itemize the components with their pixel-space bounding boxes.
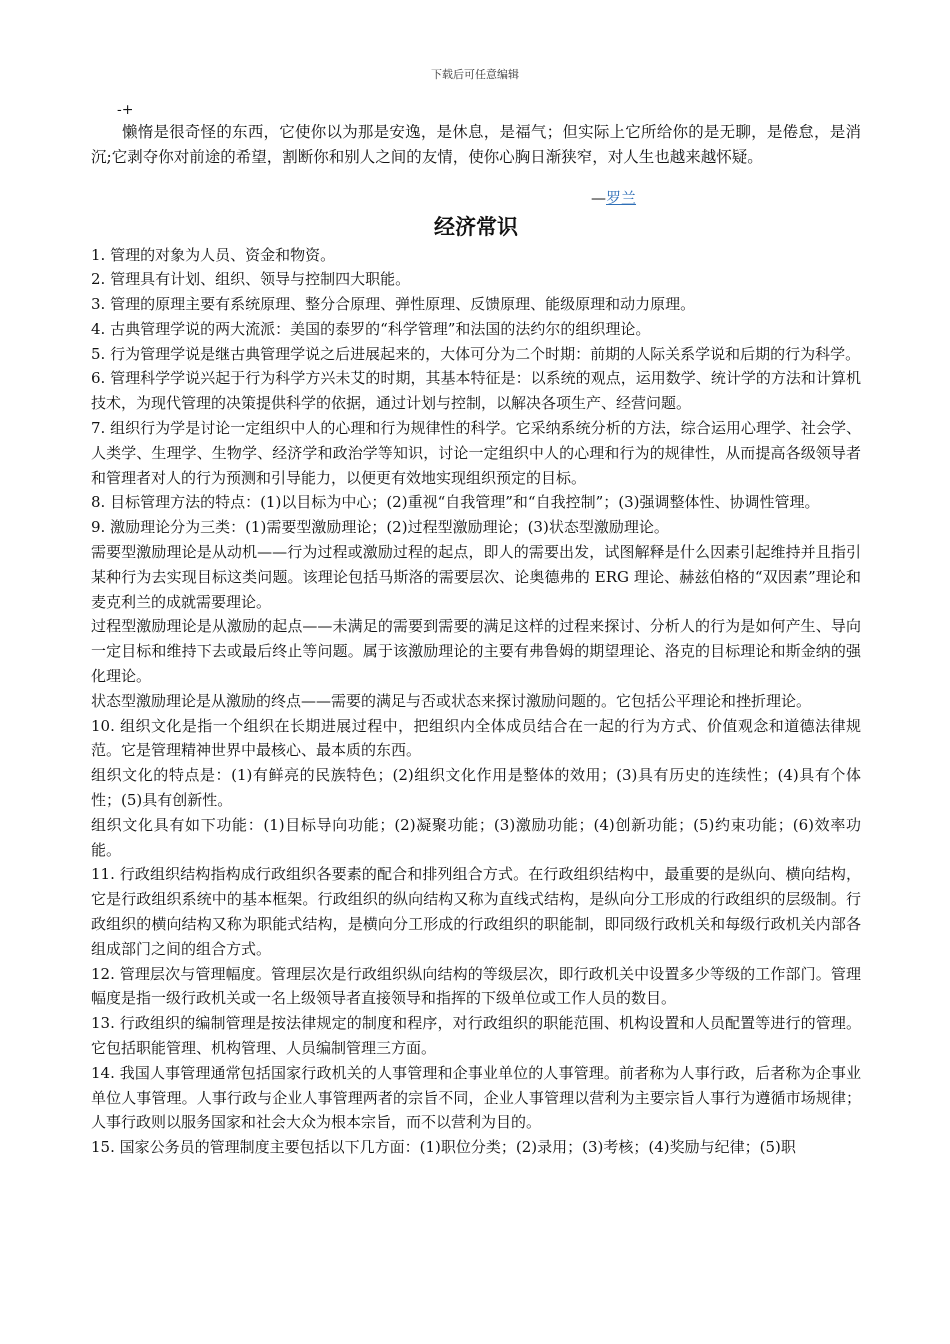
paragraph: 组织文化具有如下功能：(1)目标导向功能；(2)凝聚功能；(3)激励功能；(4)创新功能；(5)约束功能；(6)效率功能。 <box>91 815 861 859</box>
epigraph-quote: 懒惰是很奇怪的东西，它使你以为那是安逸，是休息，是福气；但实际上它所给你的是无聊，是倦怠，是消沉;它剥夺你对前途的希望，割断你和别人之间的友情，使你心胸日渐狭窄，对人生也越来越怀疑。 <box>91 123 861 166</box>
paragraph: 6. 管理科学学说兴起于行为科学方兴未艾的时期，其基本特征是：以系统的观点，运用数学、统计学的方法和计算机技术，为现代管理的决策提供科学的依据，通过计划与控制，以解决各项生产、经营问题。 <box>91 369 861 413</box>
epigraph-attribution <box>91 186 861 210</box>
attribution-dash: — <box>591 188 606 207</box>
paragraph: 5. 行为管理学说是继古典管理学说之后进展起来的，大体可分为二个时期：前期的人际关系学说和后期的行为科学。 <box>91 344 861 363</box>
paragraph: 4. 古典管理学说的两大流派：美国的泰罗的“科学管理”和法国的法约尔的组织理论。 <box>91 319 651 338</box>
paragraph: 12. 管理层次与管理幅度。管理层次是行政组织纵向结构的等级层次，即行政机关中设置多少等级的工作部门。管理幅度是指一级行政机关或一名上级领导者直接领导和指挥的下级单位或工作人员的数目。 <box>91 964 861 1008</box>
paragraph: 需要型激励理论是从动机——行为过程或激励过程的起点，即人的需要出发，试图解释是什么因素引起维持并且指引某种行为去实现目标这类问题。该理论包括马斯洛的需要层次、论奥德弗的 ERG 理论、赫兹伯格的“双因素”理论和麦克利兰的成就需要理论。 <box>91 543 861 611</box>
paragraph: 13. 行政组织的编制管理是按法律规定的制度和程序，对行政组织的职能范围、机构设置和人员配置等进行的管理。它包括职能管理、机构管理、人员编制管理三方面。 <box>91 1014 861 1057</box>
paragraph-list <box>91 243 861 1160</box>
section-title: 经济常识 <box>434 214 518 239</box>
paragraph: 9. 激励理论分为三类：(1)需要型激励理论；(2)过程型激励理论；(3)状态型激励理论。 <box>91 518 669 537</box>
paragraph: 10. 组织文化是指一个组织在长期进展过程中，把组织内全体成员结合在一起的行为方式、价值观念和道德法律规范。它是管理精神世界中最核心、最本质的东西。 <box>91 716 861 760</box>
paragraph: 7. 组织行为学是讨论一定组织中人的心理和行为规律性的科学。它采纳系统分析的方法，综合运用心理学、社会学、人类学、生理学、生物学、经济学和政治学等知识，讨论一定组织中人的心理和行为的规律性，从而提高各级领导者和管理者对人的行为预测和引导能力，以便更有效地实现组织预定的目标。 <box>91 419 861 487</box>
author-link[interactable]: 罗兰 <box>606 188 637 207</box>
paragraph: 过程型激励理论是从激励的起点——未满足的需要到需要的满足这样的过程来探讨、分析人的行为是如何产生、导向一定目标和维持下去或最后终止等问题。属于该激励理论的主要有弗鲁姆的期望理论、洛克的目标理论和斯金纳的强化理论。 <box>91 617 861 686</box>
paragraph: 2. 管理具有计划、组织、领导与控制四大职能。 <box>91 270 411 289</box>
paragraph: 1. 管理的对象为人员、资金和物资。 <box>91 245 336 264</box>
paragraph: 11. 行政组织结构指构成行政组织各要素的配合和排列组合方式。在行政组织结构中，最重要的是纵向、横向结构，它是行政组织系统中的基本框架。行政组织的纵向结构又称为直线式结构，是纵向分工形成的行政组织的层级制。行政组织的横向结构又称为职能式结构，是横向分工形成的行政组织的职能制，即同级行政机关和每级行政机关内部各组成部门之间的组合方式。 <box>91 865 861 958</box>
document-body <box>91 100 861 1160</box>
paragraph: 14. 我国人事管理通常包括国家行政机关的人事管理和企事业单位的人事管理。前者称为人事行政，后者称为企事业单位人事管理。人事行政与企业人事管理两者的宗旨不同，企业人事管理以营利为主要宗旨人事行为遵循市场规律；人事行政则以服务国家和社会大众为根本宗旨，而不以营利为目的。 <box>91 1063 861 1132</box>
paragraph: 8. 目标管理方法的特点：(1)以目标为中心；(2)重视“自我管理”和“自我控制”；(3)强调整体性、协调性管理。 <box>91 493 820 512</box>
paragraph: 3. 管理的原理主要有系统原理、整分合原理、弹性原理、反馈原理、能级原理和动力原理。 <box>91 295 696 314</box>
page-header: 下载后可任意编辑 <box>431 68 519 81</box>
paragraph: 状态型激励理论是从激励的终点——需要的满足与否或状态来探讨激励问题的。它包括公平理论和挫折理论。 <box>91 691 812 710</box>
paragraph: 组织文化的特点是：(1)有鲜亮的民族特色；(2)组织文化作用是整体的效用；(3)具有历史的连续性；(4)具有个体性；(5)具有创新性。 <box>91 766 861 810</box>
list-marker: -+ <box>117 102 134 118</box>
paragraph: 15. 国家公务员的管理制度主要包括以下几方面：(1)职位分类；(2)录用；(3)考核；(4)奖励与纪律；(5)职 <box>91 1138 796 1157</box>
